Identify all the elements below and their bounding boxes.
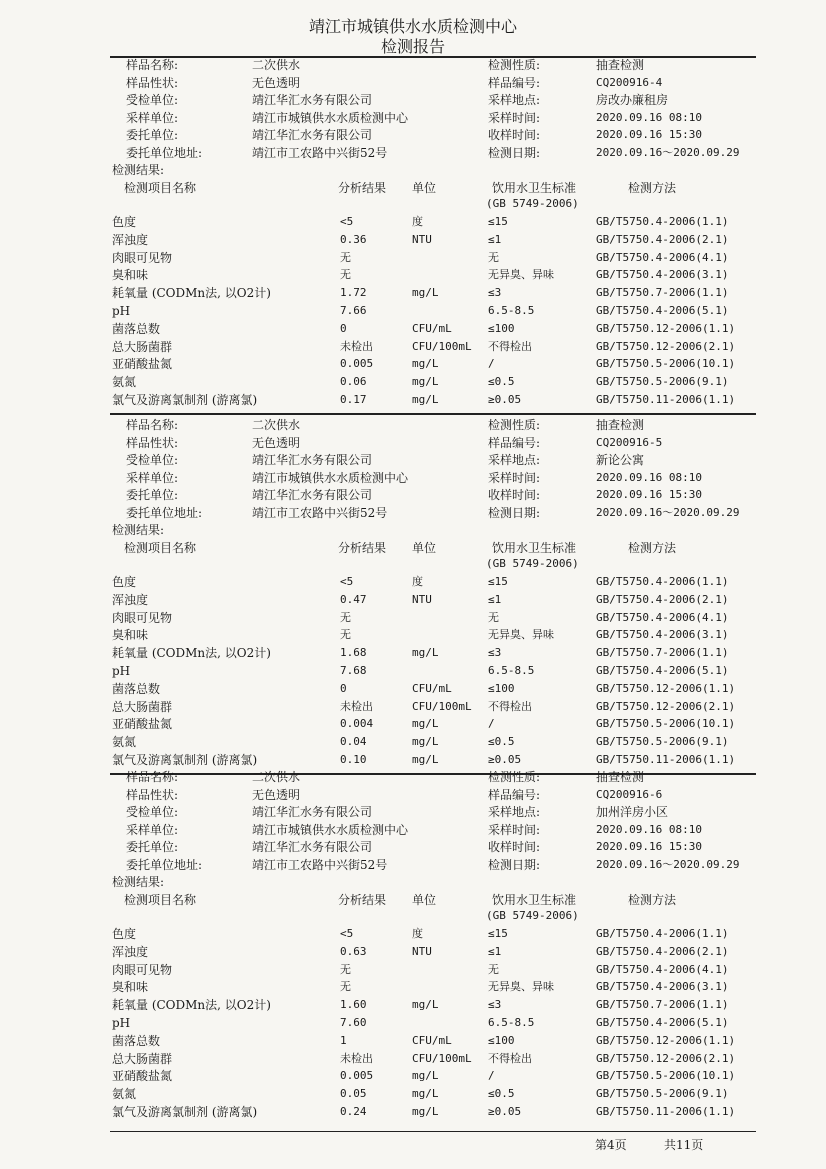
sample-name-value: 二次供水 [252,770,301,784]
sample-property-value: 无色透明 [252,787,301,802]
cell-result: 未检出 [340,1051,373,1065]
col-method-header: 检测方法 [628,181,677,195]
cell-standard: 无异臭、异味 [488,628,554,642]
client-address-label: 委托单位地址: [126,505,203,520]
cell-item: 耗氧量 (CODMn法, 以O2计) [112,646,271,661]
cell-standard: ≤0.5 [488,1087,515,1101]
cell-item: 亚硝酸盐氮 [112,717,173,732]
cell-result: 0.005 [340,1069,374,1083]
footer-rule [110,1131,756,1132]
sampling-site-label: 采样地点: [488,453,541,467]
col-method-header: 检测方法 [628,541,677,555]
cell-unit: 度 [412,927,423,940]
cell-unit: NTU [412,944,432,958]
cell-item: pH [112,304,131,318]
test-date-label: 检测日期: [488,145,541,160]
cell-method: GB/T5750.12-2006(1.1) [596,681,736,695]
sampling-site-value: 新论公寓 [596,453,645,467]
inspected-unit-value: 靖江华汇水务有限公司 [252,805,373,819]
cell-result: 1.60 [340,998,367,1012]
cell-method: GB/T5750.4-2006(3.1) [596,628,729,642]
col-standard-header: 饮用水卫生标准 [492,181,577,195]
cell-method: GB/T5750.4-2006(3.1) [596,268,729,282]
cell-unit: 度 [412,575,423,588]
col-result-header: 分析结果 [338,541,387,555]
cell-method: GB/T5750.4-2006(1.1) [596,927,729,940]
cell-method: GB/T5750.7-2006(1.1) [596,646,729,660]
cell-unit: CFU/mL [412,1033,452,1047]
cell-standard: ≤100 [488,1033,515,1047]
cell-method: GB/T5750.4-2006(4.1) [596,962,729,976]
inspected-unit-label: 受检单位: [126,93,179,107]
cell-item: 浑浊度 [112,232,149,247]
cell-result: 1.68 [340,646,367,660]
cell-standard: ≤1 [488,944,502,958]
client-unit-value: 靖江华汇水务有限公司 [252,488,373,502]
cell-result: 0.10 [340,753,367,766]
sampling-time-value: 2020.09.16 08:10 [596,470,702,484]
cell-item: 菌落总数 [112,681,161,696]
cell-method: GB/T5750.4-2006(4.1) [596,250,729,264]
top-rule [110,56,756,58]
cell-standard: ≤3 [488,646,502,660]
cell-unit: mg/L [412,375,439,389]
cell-item: 耗氧量 (CODMn法, 以O2计) [112,286,271,301]
cell-result: 无 [340,628,351,642]
inspected-unit-value: 靖江华汇水务有限公司 [252,453,373,467]
col-unit-header: 单位 [412,541,437,555]
cell-unit: CFU/100mL [412,699,472,713]
cell-method: GB/T5750.7-2006(1.1) [596,998,729,1012]
cell-item: 肉眼可见物 [112,962,173,977]
cell-unit: mg/L [412,357,439,371]
sampling-site-value: 加州洋房小区 [596,805,669,819]
cell-standard: ≥0.05 [488,1105,522,1118]
cell-method: GB/T5750.12-2006(2.1) [596,1051,736,1065]
cell-method: GB/T5750.4-2006(5.1) [596,304,729,317]
sample-no-label: 样品编号: [488,75,541,90]
sample-property-value: 无色透明 [252,435,301,450]
cell-result: 0 [340,681,347,695]
cell-item: 总大肠菌群 [112,1051,173,1066]
cell-unit: CFU/100mL [412,1051,472,1065]
col-unit-header: 单位 [412,181,437,195]
sampling-time-value: 2020.09.16 08:10 [596,110,702,124]
client-unit-value: 靖江华汇水务有限公司 [252,128,373,142]
section-divider [110,773,756,775]
cell-standard: 无 [488,610,499,624]
sample-no-label: 样品编号: [488,787,541,802]
cell-standard: 无 [488,250,499,264]
cell-unit: mg/L [412,735,439,749]
cell-result: 0.04 [340,735,367,749]
cell-standard: / [488,357,495,371]
cell-method: GB/T5750.4-2006(3.1) [596,980,729,994]
cell-standard: 不得检出 [488,1051,532,1065]
col-item-header: 检测项目名称 [124,541,197,555]
sample-name-value: 二次供水 [252,58,301,72]
sampling-time-label: 采样时间: [488,470,541,485]
sampling-unit-label: 采样单位: [126,822,179,837]
cell-item: 色度 [112,215,137,229]
cell-result: 0 [340,321,347,335]
cell-standard: ≤1 [488,592,502,606]
sampling-site-value: 房改办廉租房 [596,93,669,107]
cell-standard: ≥0.05 [488,393,522,406]
sampling-unit-label: 采样单位: [126,470,179,485]
cell-unit: CFU/100mL [412,339,472,353]
cell-standard: ≤0.5 [488,375,515,389]
col-item-header: 检测项目名称 [124,181,197,195]
cell-result: 0.47 [340,592,367,606]
col-method-header: 检测方法 [628,893,677,907]
org-title: 靖江市城镇供水水质检测中心 [308,17,517,36]
section-divider [110,413,756,415]
cell-item: 氯气及游离氯制剂 (游离氯) [112,1105,258,1119]
client-address-value: 靖江市工农路中兴街52号 [252,505,388,520]
receive-time-label: 收样时间: [488,840,541,854]
page-number: 第4页 [595,1138,627,1152]
col-item-header: 检测项目名称 [124,893,197,907]
client-address-label: 委托单位地址: [126,145,203,160]
col-standard-subheader: (GB 5749-2006) [486,909,579,922]
cell-standard: 6.5-8.5 [488,304,535,317]
cell-method: GB/T5750.4-2006(5.1) [596,664,729,677]
cell-unit: 度 [412,215,423,228]
cell-item: 菌落总数 [112,321,161,336]
sampling-unit-value: 靖江市城镇供水水质检测中心 [252,470,409,485]
cell-result: 1.72 [340,286,367,300]
page-total: 共11页 [664,1138,704,1152]
cell-method: GB/T5750.12-2006(1.1) [596,1033,736,1047]
cell-standard: ≤3 [488,286,502,300]
cell-method: GB/T5750.4-2006(2.1) [596,232,729,246]
cell-result: <5 [340,927,354,940]
col-standard-header: 饮用水卫生标准 [492,893,577,907]
cell-standard: ≤15 [488,575,508,588]
cell-item: 总大肠菌群 [112,339,173,354]
cell-item: 耗氧量 (CODMn法, 以O2计) [112,998,271,1013]
cell-item: 浑浊度 [112,944,149,959]
cell-result: 7.60 [340,1016,367,1029]
results-label: 检测结果: [112,163,165,177]
cell-result: 0.005 [340,357,374,371]
cell-method: GB/T5750.11-2006(1.1) [596,393,736,406]
cell-method: GB/T5750.11-2006(1.1) [596,753,736,766]
cell-result: 0.06 [340,375,367,389]
cell-method: GB/T5750.5-2006(10.1) [596,717,736,731]
cell-unit: NTU [412,232,432,246]
sampling-site-label: 采样地点: [488,93,541,107]
cell-item: pH [112,1016,131,1030]
cell-standard: 6.5-8.5 [488,664,535,677]
cell-standard: 无 [488,962,499,976]
cell-item: 色度 [112,575,137,589]
cell-method: GB/T5750.12-2006(2.1) [596,339,736,353]
cell-method: GB/T5750.4-2006(4.1) [596,610,729,624]
client-unit-label: 委托单位: [126,840,179,854]
cell-unit: mg/L [412,753,439,766]
test-date-label: 检测日期: [488,505,541,520]
sampling-time-label: 采样时间: [488,110,541,125]
cell-item: 肉眼可见物 [112,250,173,265]
receive-time-label: 收样时间: [488,128,541,142]
cell-method: GB/T5750.4-2006(5.1) [596,1016,729,1029]
cell-method: GB/T5750.4-2006(1.1) [596,215,729,228]
cell-method: GB/T5750.5-2006(9.1) [596,735,729,749]
test-date-label: 检测日期: [488,857,541,872]
client-unit-label: 委托单位: [126,128,179,142]
cell-result: 未检出 [340,339,373,353]
test-nature-value: 抽查检测 [596,418,645,432]
sample-no-value: CQ200916-6 [596,787,663,801]
cell-result: 0.63 [340,944,367,958]
sampling-site-label: 采样地点: [488,805,541,819]
cell-result: 7.66 [340,304,367,317]
cell-method: GB/T5750.5-2006(10.1) [596,357,736,371]
cell-method: GB/T5750.5-2006(9.1) [596,375,729,389]
cell-standard: ≥0.05 [488,753,522,766]
cell-item: 氨氮 [112,735,137,750]
cell-result: 0.004 [340,717,374,731]
cell-method: GB/T5750.7-2006(1.1) [596,286,729,300]
cell-item: 色度 [112,927,137,941]
sampling-time-value: 2020.09.16 08:10 [596,822,702,836]
client-address-label: 委托单位地址: [126,857,203,872]
cell-unit: mg/L [412,717,439,731]
cell-unit: CFU/mL [412,321,452,335]
test-nature-label: 检测性质: [488,770,541,784]
cell-item: 氨氮 [112,1087,137,1102]
cell-item: 臭和味 [112,268,149,283]
cell-result: 无 [340,980,351,994]
sample-name-label: 样品名称: [126,58,179,72]
sample-no-value: CQ200916-4 [596,75,663,89]
cell-item: 亚硝酸盐氮 [112,1069,173,1084]
cell-method: GB/T5750.4-2006(1.1) [596,575,729,588]
cell-standard: ≤0.5 [488,735,515,749]
col-result-header: 分析结果 [338,181,387,195]
client-address-value: 靖江市工农路中兴街52号 [252,857,388,872]
cell-method: GB/T5750.5-2006(10.1) [596,1069,736,1083]
cell-unit: mg/L [412,1105,439,1118]
results-label: 检测结果: [112,523,165,537]
cell-item: 氨氮 [112,375,137,390]
cell-standard: ≤15 [488,215,508,228]
cell-item: 氯气及游离氯制剂 (游离氯) [112,393,258,407]
receive-time-value: 2020.09.16 15:30 [596,840,702,853]
sample-property-label: 样品性状: [126,435,179,450]
sampling-unit-label: 采样单位: [126,110,179,125]
cell-item: 浑浊度 [112,592,149,607]
sampling-unit-value: 靖江市城镇供水水质检测中心 [252,822,409,837]
cell-result: 0.17 [340,393,367,406]
cell-item: pH [112,664,131,678]
cell-unit: mg/L [412,646,439,660]
inspected-unit-label: 受检单位: [126,805,179,819]
cell-standard: 6.5-8.5 [488,1016,535,1029]
report-title: 检测报告 [380,37,445,56]
sample-property-label: 样品性状: [126,787,179,802]
sample-name-label: 样品名称: [126,418,179,432]
test-nature-value: 抽查检测 [596,58,645,72]
test-date-value: 2020.09.16～2020.09.29 [596,857,740,871]
cell-unit: mg/L [412,393,439,406]
cell-item: 臭和味 [112,980,149,995]
cell-item: 肉眼可见物 [112,610,173,625]
test-nature-label: 检测性质: [488,58,541,72]
cell-unit: mg/L [412,1069,439,1083]
inspected-unit-value: 靖江华汇水务有限公司 [252,93,373,107]
sample-property-value: 无色透明 [252,75,301,90]
cell-result: 0.05 [340,1087,367,1101]
col-standard-subheader: (GB 5749-2006) [486,557,579,570]
cell-standard: 无异臭、异味 [488,268,554,282]
receive-time-value: 2020.09.16 15:30 [596,488,702,501]
client-address-value: 靖江市工农路中兴街52号 [252,145,388,160]
cell-result: <5 [340,215,354,228]
cell-standard: / [488,1069,495,1083]
cell-method: GB/T5750.4-2006(2.1) [596,592,729,606]
cell-result: 无 [340,610,351,624]
cell-standard: ≤3 [488,998,502,1012]
cell-standard: 不得检出 [488,339,532,353]
cell-result: <5 [340,575,354,588]
cell-standard: / [488,717,495,731]
cell-result: 未检出 [340,699,373,713]
sample-property-label: 样品性状: [126,75,179,90]
cell-item: 臭和味 [112,628,149,643]
cell-result: 1 [340,1033,347,1047]
cell-standard: ≤15 [488,927,508,940]
cell-result: 0.36 [340,232,367,246]
sample-name-value: 二次供水 [252,418,301,432]
cell-result: 无 [340,250,351,264]
sample-name-label: 样品名称: [126,770,179,784]
cell-standard: ≤100 [488,681,515,695]
client-unit-value: 靖江华汇水务有限公司 [252,840,373,854]
cell-standard: ≤100 [488,321,515,335]
cell-item: 菌落总数 [112,1033,161,1048]
sampling-time-label: 采样时间: [488,822,541,837]
receive-time-value: 2020.09.16 15:30 [596,128,702,141]
inspected-unit-label: 受检单位: [126,453,179,467]
cell-unit: mg/L [412,998,439,1012]
cell-standard: 不得检出 [488,699,532,713]
test-nature-label: 检测性质: [488,418,541,432]
col-result-header: 分析结果 [338,893,387,907]
cell-item: 总大肠菌群 [112,699,173,714]
sampling-unit-value: 靖江市城镇供水水质检测中心 [252,110,409,125]
test-date-value: 2020.09.16～2020.09.29 [596,145,740,159]
cell-method: GB/T5750.12-2006(1.1) [596,321,736,335]
cell-method: GB/T5750.12-2006(2.1) [596,699,736,713]
cell-unit: CFU/mL [412,681,452,695]
cell-unit: NTU [412,592,432,606]
cell-unit: mg/L [412,286,439,300]
cell-standard: ≤1 [488,232,502,246]
cell-result: 7.68 [340,664,367,677]
cell-method: GB/T5750.11-2006(1.1) [596,1105,736,1118]
test-date-value: 2020.09.16～2020.09.29 [596,505,740,519]
cell-unit: mg/L [412,1087,439,1101]
cell-item: 氯气及游离氯制剂 (游离氯) [112,753,258,767]
cell-result: 无 [340,268,351,282]
col-standard-header: 饮用水卫生标准 [492,541,577,555]
cell-result: 无 [340,962,351,976]
col-standard-subheader: (GB 5749-2006) [486,197,579,210]
sample-no-label: 样品编号: [488,435,541,450]
cell-item: 亚硝酸盐氮 [112,357,173,372]
results-label: 检测结果: [112,875,165,889]
cell-result: 0.24 [340,1105,367,1118]
cell-standard: 无异臭、异味 [488,980,554,994]
test-nature-value: 抽查检测 [596,770,645,784]
cell-method: GB/T5750.5-2006(9.1) [596,1087,729,1101]
cell-method: GB/T5750.4-2006(2.1) [596,944,729,958]
client-unit-label: 委托单位: [126,488,179,502]
col-unit-header: 单位 [412,893,437,907]
sample-no-value: CQ200916-5 [596,435,663,449]
receive-time-label: 收样时间: [488,488,541,502]
